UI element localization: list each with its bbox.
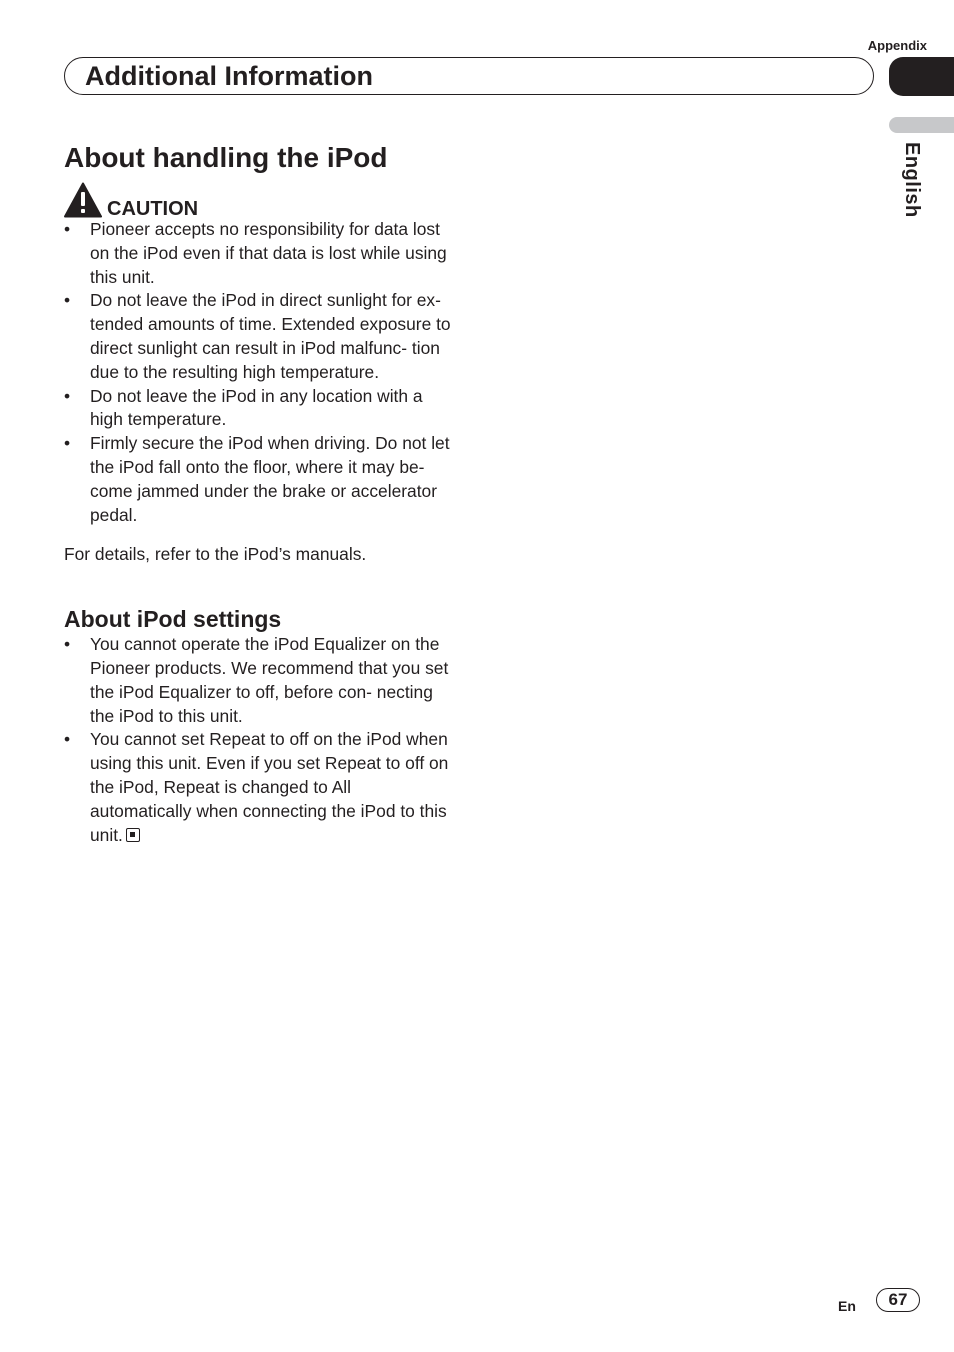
appendix-label: Appendix: [867, 38, 927, 53]
settings-list: [64, 633, 456, 847]
settings-heading: About iPod settings: [64, 606, 282, 633]
list-item: • Firmly secure the iPod when driving. Do not let the iPod fall onto the floor, where it may be- come jammed under the brake or accelerator pedal.: [64, 432, 456, 527]
caution-header: [64, 182, 456, 218]
details-note: For details, refer to the iPod’s manuals.: [64, 544, 367, 565]
page-number: 67: [876, 1288, 920, 1312]
list-item: • Do not leave the iPod in direct sunlight for ex- tended amounts of time. Extended exposure to direct sunlight can result in iPod malfunc- tion due to the resulting high temperature.: [64, 289, 456, 384]
main-content: [64, 140, 456, 847]
list-item: [64, 728, 456, 847]
list-item: • Do not leave the iPod in any location with a high temperature.: [64, 385, 456, 433]
list-item: [64, 633, 456, 728]
page-title: About handling the iPod: [64, 142, 388, 173]
section-title: Additional Information: [85, 61, 373, 91]
end-of-section-icon: [126, 828, 140, 842]
section-header-bar: [64, 57, 874, 95]
section-tab-marker: [889, 57, 954, 96]
caution-label: CAUTION: [107, 198, 199, 220]
list-item-text: You cannot set Repeat to off on the iPod when using this unit. Even if you set Repeat to off on the iPod, Repeat is changed to All automatically when connecting the iPod to this unit.: [90, 729, 449, 845]
list-item: • Pioneer accepts no responsibility for data lost on the iPod even if that data is lost while using this unit.: [64, 218, 456, 289]
language-tab-label: English: [901, 142, 923, 218]
list-item-text: You cannot operate the iPod Equalizer on the Pioneer products. We recommend that you set the iPod Equalizer to off, before con- necting the iPod to this unit.: [90, 634, 449, 726]
footer-language-code: En: [838, 1298, 856, 1314]
caution-list: [64, 218, 456, 527]
language-tab-marker: [889, 117, 954, 133]
warning-triangle-icon: [64, 182, 102, 218]
